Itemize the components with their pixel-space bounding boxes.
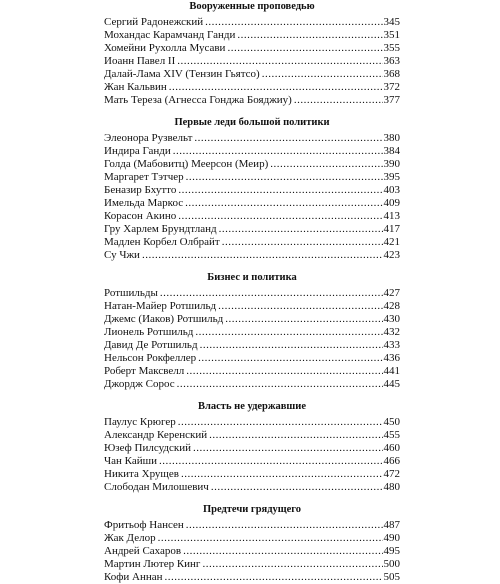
entry-name: Натан-Майер Ротшильд	[104, 300, 217, 312]
dot-leader	[200, 339, 383, 352]
entry-name: Юзеф Пилсудский	[104, 442, 192, 454]
entry-name: Мадлен Корбел Олбрайт	[104, 236, 220, 248]
dot-leader	[169, 81, 383, 94]
dot-leader	[222, 236, 383, 249]
toc-entry	[104, 326, 400, 339]
dot-leader	[165, 571, 383, 584]
toc-entry	[104, 558, 400, 571]
dot-leader	[270, 158, 382, 171]
page-number: 409	[383, 197, 400, 209]
page-number: 403	[383, 184, 400, 196]
entry-name: Мартин Лютер Кинг	[104, 558, 201, 570]
toc-entry	[104, 481, 400, 494]
entry-name: Роберт Максвелл	[104, 365, 185, 377]
entry-name: Индира Ганди	[104, 145, 171, 157]
entry-name: Нельсон Рокфеллер	[104, 352, 197, 364]
page-number: 428	[383, 300, 400, 312]
entry-name: Джордж Сорос	[104, 378, 175, 390]
toc-entry	[104, 197, 400, 210]
entry-name: Давид Де Ротшильд	[104, 339, 198, 351]
toc-entry	[104, 29, 400, 42]
page-number: 351	[383, 29, 400, 41]
toc-entry	[104, 416, 400, 429]
entry-name: Чан Кайши	[104, 455, 157, 467]
toc-entry	[104, 55, 400, 68]
dot-leader	[211, 481, 383, 494]
toc-entry	[104, 42, 400, 55]
toc-entry	[104, 519, 400, 532]
dot-leader	[178, 416, 383, 429]
entry-name: Элеонора Рузвельт	[104, 132, 193, 144]
toc-entry	[104, 313, 400, 326]
page-number: 355	[383, 42, 400, 54]
entry-name: Ротшильды	[104, 287, 158, 299]
toc-section	[104, 116, 400, 262]
toc-entry	[104, 68, 400, 81]
toc-entry	[104, 236, 400, 249]
page-number: 368	[383, 68, 400, 80]
entry-name: Мохандас Карамчанд Ганди	[104, 29, 236, 41]
dot-leader	[178, 210, 382, 223]
dot-leader	[237, 29, 382, 42]
entry-name: Кофи Аннан	[104, 571, 163, 583]
entry-name: Паулус Крюгер	[104, 416, 176, 428]
dot-leader	[218, 300, 382, 313]
section-title: Первые леди большой политики	[174, 117, 330, 128]
dot-leader	[177, 55, 382, 68]
dot-leader	[159, 455, 383, 468]
toc-entry	[104, 158, 400, 171]
dot-leader	[186, 519, 383, 532]
toc-entry	[104, 287, 400, 300]
page-number: 413	[383, 210, 400, 222]
toc-entry	[104, 339, 400, 352]
dot-leader	[160, 287, 383, 300]
entry-name: Фритьоф Нансен	[104, 519, 184, 531]
page-number: 345	[383, 16, 400, 28]
toc-entry	[104, 249, 400, 262]
toc-entry	[104, 352, 400, 365]
entry-name: Джемс (Иаков) Ротшильд	[104, 313, 224, 325]
toc-entry	[104, 378, 400, 391]
entry-name: Гру Харлем Брундтланд	[104, 223, 217, 235]
entry-name: Иоанн Павел II	[104, 55, 176, 67]
entry-name: Хомейни Рухолла Мусави	[104, 42, 226, 54]
entry-name: Жан Кальвин	[104, 81, 167, 93]
page-number: 500	[383, 558, 400, 570]
page-number: 377	[383, 94, 400, 106]
toc-entry	[104, 16, 400, 29]
toc-entry	[104, 455, 400, 468]
entry-name: Слободан Милошевич	[104, 481, 209, 493]
page-number: 441	[383, 365, 400, 377]
entry-name: Никита Хрущев	[104, 468, 179, 480]
page-number: 384	[383, 145, 400, 157]
page-number: 460	[383, 442, 400, 454]
page-number: 372	[383, 81, 400, 93]
page-number: 423	[383, 249, 400, 261]
entry-name: Далай-Лама XIV (Тензин Гьятсо)	[104, 68, 260, 80]
dot-leader	[186, 365, 382, 378]
page-number: 505	[383, 571, 400, 583]
page-number: 445	[383, 378, 400, 390]
dot-leader	[178, 184, 382, 197]
toc-entry	[104, 300, 400, 313]
toc-entry	[104, 532, 400, 545]
dot-leader	[225, 313, 382, 326]
toc-entry	[104, 184, 400, 197]
entry-name: Мать Тереза (Агнесса Гонджа Бояджиу)	[104, 94, 292, 106]
dot-leader	[262, 68, 383, 81]
page-number: 436	[383, 352, 400, 364]
toc-entry	[104, 223, 400, 236]
section-title: Бизнес и политика	[207, 272, 297, 283]
section-title: Власть не удержавшие	[198, 401, 306, 412]
toc-entry	[104, 365, 400, 378]
toc-section	[104, 400, 400, 494]
section-title: Вооруженные проповедью	[189, 1, 315, 12]
entry-name: Беназир Бхутто	[104, 184, 177, 196]
entry-name: Сергий Радонежский	[104, 16, 204, 28]
page-number: 390	[383, 158, 400, 170]
dot-leader	[202, 558, 382, 571]
entry-name: Су Чжи	[104, 249, 140, 261]
dot-leader	[209, 429, 382, 442]
entry-name: Маргарет Тэтчер	[104, 171, 184, 183]
dot-leader	[173, 145, 383, 158]
page-number: 480	[383, 481, 400, 493]
table-of-contents	[104, 0, 400, 584]
entry-name: Голда (Мабовитц) Меерсон (Меир)	[104, 158, 269, 170]
toc-entry	[104, 210, 400, 223]
dot-leader	[219, 223, 383, 236]
dot-leader	[183, 545, 382, 558]
dot-leader	[181, 468, 383, 481]
toc-entry	[104, 145, 400, 158]
dot-leader	[185, 197, 382, 210]
page-number: 487	[383, 519, 400, 531]
page-number: 450	[383, 416, 400, 428]
toc-entry	[104, 545, 400, 558]
dot-leader	[186, 171, 383, 184]
toc-entry	[104, 132, 400, 145]
toc-entry	[104, 442, 400, 455]
toc-entry	[104, 171, 400, 184]
dot-leader	[205, 16, 382, 29]
toc-section	[104, 0, 400, 107]
page-number: 363	[383, 55, 400, 67]
toc-entry	[104, 429, 400, 442]
toc-entry	[104, 94, 400, 107]
page-number: 432	[383, 326, 400, 338]
page-number: 495	[383, 545, 400, 557]
section-title: Предтечи грядущего	[202, 504, 302, 515]
dot-leader	[294, 94, 383, 107]
page-number: 430	[383, 313, 400, 325]
page-number: 421	[383, 236, 400, 248]
page-number: 417	[383, 223, 400, 235]
dot-leader	[177, 378, 383, 391]
entry-name: Андрей Сахаров	[104, 545, 182, 557]
dot-leader	[198, 352, 382, 365]
page-number: 490	[383, 532, 400, 544]
page-number: 455	[383, 429, 400, 441]
dot-leader	[193, 442, 382, 455]
toc-section	[104, 503, 400, 584]
toc-section	[104, 271, 400, 391]
entry-name: Лионель Ротшильд	[104, 326, 194, 338]
dot-leader	[194, 132, 382, 145]
page-number: 472	[383, 468, 400, 480]
page-number: 380	[383, 132, 400, 144]
dot-leader	[158, 532, 383, 545]
dot-leader	[142, 249, 383, 262]
entry-name: Александр Керенский	[104, 429, 208, 441]
entry-name: Имельда Маркос	[104, 197, 184, 209]
page-number: 433	[383, 339, 400, 351]
entry-name: Корасон Акино	[104, 210, 177, 222]
dot-leader	[195, 326, 382, 339]
page-number: 395	[383, 171, 400, 183]
toc-entry	[104, 81, 400, 94]
toc-entry	[104, 468, 400, 481]
toc-entry	[104, 571, 400, 584]
entry-name: Жак Делор	[104, 532, 156, 544]
page-number: 427	[383, 287, 400, 299]
dot-leader	[227, 42, 382, 55]
page-number: 466	[383, 455, 400, 467]
